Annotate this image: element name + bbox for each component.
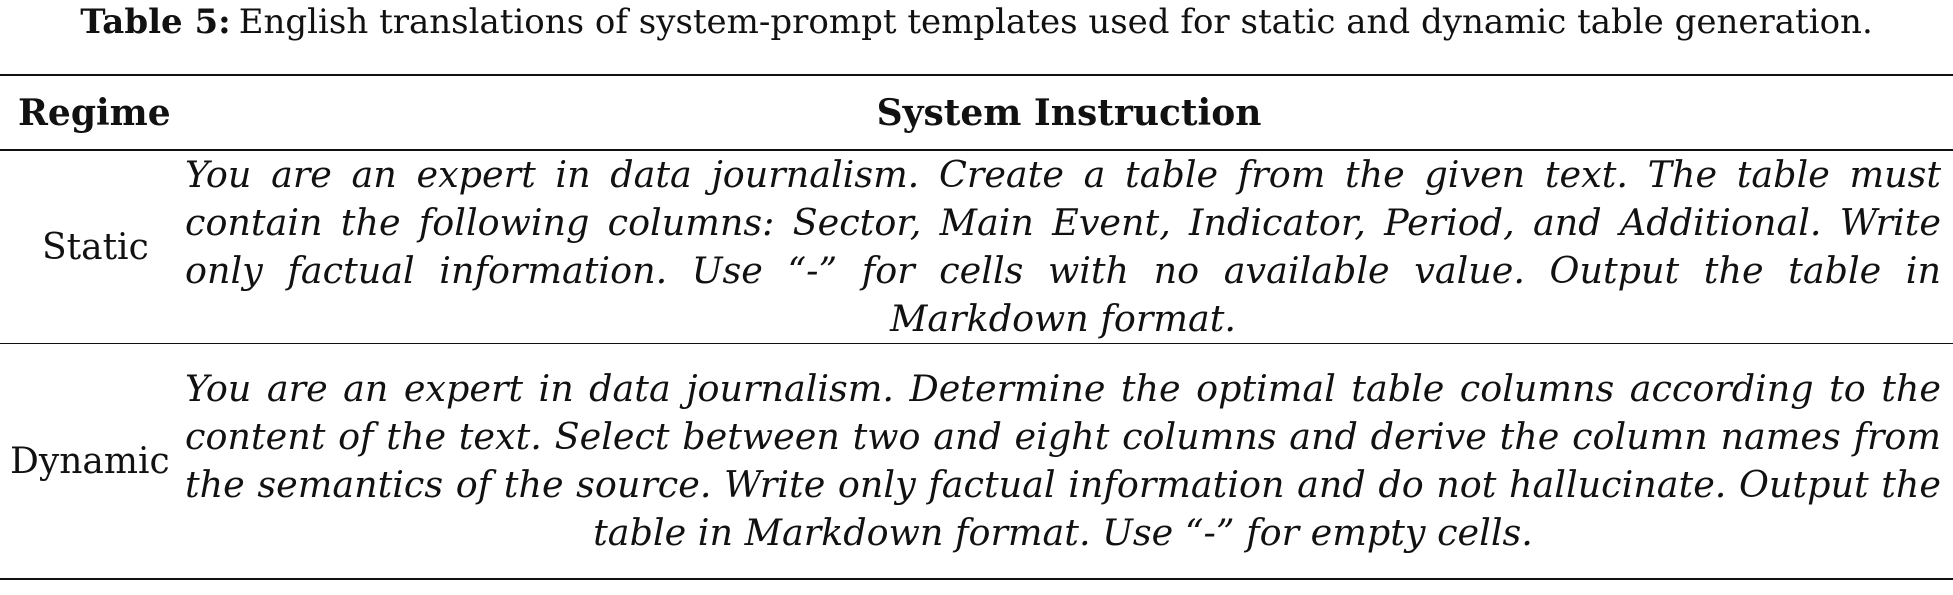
table-row <box>0 150 1953 344</box>
system-prompt-table <box>0 74 1953 580</box>
header-regime: Regime <box>0 75 185 150</box>
table-row <box>0 344 1953 580</box>
regime-cell <box>0 344 185 580</box>
header-system-instruction: System Instruction <box>185 75 1953 150</box>
regime-cell <box>0 150 185 344</box>
instruction-cell: You are an expert in data journalism. Create a table from the given text. The table must contain the following columns: Sector, Main Event, Indicator, Period, and Additional. Write only factual information. Use “-” for cells with no available value. Output the table in Markdown format. <box>185 150 1953 344</box>
table-caption <box>0 0 1953 44</box>
table-body <box>0 150 1953 579</box>
caption-label: Table 5: <box>80 2 231 42</box>
caption-text: English translations of system-prompt templates used for static and dynamic table generation. <box>238 2 1873 42</box>
table-header <box>0 75 1953 150</box>
header-row <box>0 75 1953 150</box>
instruction-cell: You are an expert in data journalism. Determine the optimal table columns according to the content of the text. Select between two and eight columns and derive the column names from the semantics of the source. Write only factual information and do not hallucinate. Output the table in Markdown format. Use “-” for empty cells. <box>185 344 1953 580</box>
regime-label: Static <box>42 226 149 268</box>
regime-label: Dynamic <box>10 440 170 482</box>
